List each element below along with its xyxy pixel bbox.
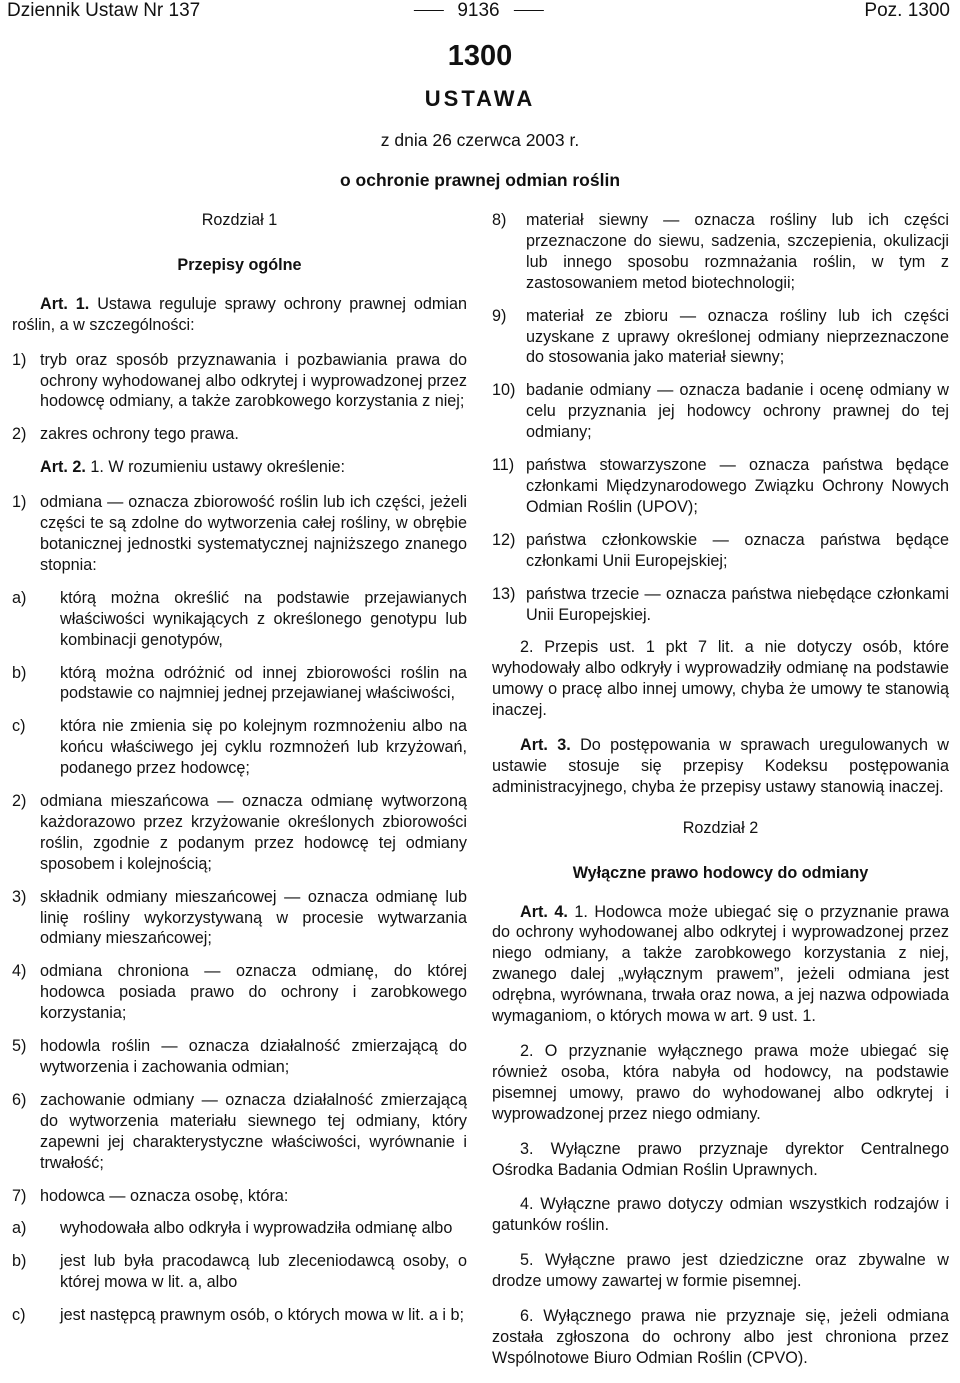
subitem-letter: b) xyxy=(12,663,27,682)
art-3-text: Do postępowania w sprawach uregulowanych w ustawie stosuje się przepisy Kodeksu postępowania administracyjnego, chyba że przepisy ustawy stanowią inaczej. xyxy=(492,736,949,796)
art-1-text: Ustawa reguluje sprawy ochrony prawnej odmian roślin, a w szczególności: xyxy=(12,294,467,334)
art-4-para-1 xyxy=(492,902,949,1027)
page-number-value: 9136 xyxy=(457,0,500,21)
item-number: 7) xyxy=(12,1186,27,1205)
art-2-item xyxy=(12,961,467,1024)
item-text: zachowanie odmiany — oznacza działalność zmierzającą do wytworzenia materiału siewnego tej odmiany, który zapewni jej charakterystyczne właściwości, wyrównanie i trwałość; xyxy=(40,1090,467,1172)
item-number: 4) xyxy=(12,962,27,981)
art-2-item xyxy=(12,791,467,875)
item-number: 1) xyxy=(12,350,27,369)
dash-right xyxy=(514,10,544,11)
art-2-subitem xyxy=(12,588,467,651)
art-2-text: 1. W rozumieniu ustawy określenie: xyxy=(90,458,345,477)
subitem-letter: c) xyxy=(12,717,26,736)
item-text: materiał ze zbioru — oznacza rośliny lub ich części uzyskane z uprawy określonej odmiany nieprzeznaczone do stosowania jako materiał siewny; xyxy=(526,306,949,367)
item-text: państwa trzecie — oznacza państwa niebędące członkami Unii Europejskiej. xyxy=(526,584,949,624)
left-column xyxy=(12,210,467,1338)
subitem-letter: a) xyxy=(12,588,27,607)
item-number: 5) xyxy=(12,1037,27,1056)
art-4-para-5: 5. Wyłączne prawo jest dziedziczne oraz zbywalne w drodze umowy zawartej w formie pisemnej. xyxy=(492,1251,949,1291)
item-number: 11) xyxy=(492,456,515,475)
chapter-2-label: Rozdział 2 xyxy=(682,818,759,837)
item-number: 1) xyxy=(12,493,27,512)
art-2-item xyxy=(492,455,949,518)
art-2-label: Art. 2. xyxy=(40,458,86,477)
art-2-intro xyxy=(12,457,467,478)
item-number: 12) xyxy=(492,530,516,549)
item-number: 13) xyxy=(492,584,516,603)
art-2-subitem xyxy=(12,1218,467,1239)
dash-left xyxy=(413,10,443,11)
item-text: badanie odmiany — oznacza badanie i ocenę odmiany w celu przyznania jej hodowcy ochrony prawnej do tej odmiany; xyxy=(526,381,949,442)
art-2-item xyxy=(492,210,949,294)
act-subject: o ochronie prawnej odmian roślin xyxy=(339,170,621,190)
art-2-item xyxy=(12,1036,467,1078)
item-text: hodowla roślin — oznacza działalność zmierzającą do wytworzenia i zachowania odmian; xyxy=(40,1037,467,1076)
act-type: USTAWA xyxy=(424,86,536,111)
item-text: tryb oraz sposób przyznawania i pozbawiania prawa do ochrony wyhodowanej albo odkrytej i wyprowadzonej przez hodowcę odmiany, a także zarobkowego korzystania z niej; xyxy=(40,350,467,411)
item-text: państwa członkowskie — oznacza państwa będące członkami Unii Europejskiej; xyxy=(526,530,949,570)
item-text: odmiana chroniona — oznacza odmianę, do której hodowca posiada prawo do ochrony i zarobkowego korzystania; xyxy=(40,962,467,1023)
art-3 xyxy=(492,735,949,798)
art-4-para-2: 2. O przyznanie wyłącznego prawa może ubiegać się również osoba, która nabyła od hodowcy, na podstawie pisemnej umowy, prawo do wyhodowanej albo odkrytej i wyprowadzonej przez niego odmiany. xyxy=(492,1042,949,1123)
journal-name: Dziennik Ustaw Nr 137 xyxy=(7,0,201,21)
art-2-item xyxy=(12,1186,467,1207)
art-4-para-1-text: 1. Hodowca może ubiegać się o przyznanie prawa do ochrony wyhodowanej albo odkrytej i wyprowadzonej przez niego odmiany, a także zarobkowego korzystania z niej, zwanego dalej „wyłącznym prawem”, jeżeli odmiana jest odrębna, wyrównana, trwała oraz nowa, a jej nazwa odpowiada wymaganiom, o których mowa w art. 9 ust. 1. xyxy=(492,902,949,1026)
item-text: składnik odmiany mieszańcowej — oznacza odmianę lub linię rośliny wykorzystywaną w procesie wytwarzania odmiany mieszańcowej; xyxy=(40,887,467,948)
subitem-text: którą można odróżnić od innej zbiorowości roślin na podstawie co najmniej jednej przejawianej właściwości, xyxy=(60,663,467,703)
subitem-letter: c) xyxy=(12,1306,26,1325)
art-1-item xyxy=(12,424,467,445)
subitem-text: jest lub była pracodawcą lub zleceniodawcą osoby, o której mowa w lit. a, albo xyxy=(60,1252,467,1292)
item-text: odmiana — oznacza zbiorowość roślin lub ich części, jeżeli części te są zdolne do wytworzenia całej rośliny, w obrębie botanicznej jednostki systematycznej najniższego znanego stopnia: xyxy=(40,493,467,574)
art-2-item xyxy=(12,1090,467,1174)
item-text: zakres ochrony tego prawa. xyxy=(40,425,239,444)
page-number xyxy=(399,0,557,22)
item-number: 10) xyxy=(492,381,516,400)
chapter-1-title: Przepisy ogólne xyxy=(177,255,302,274)
art-2-subitem xyxy=(12,663,467,705)
art-2-item xyxy=(12,492,467,576)
art-2-item xyxy=(492,306,949,369)
running-header xyxy=(7,0,950,26)
art-2-item xyxy=(492,380,949,443)
item-number: 9) xyxy=(492,306,507,325)
art-2-item xyxy=(492,530,949,572)
chapter-2-title: Wyłączne prawo hodowcy do odmiany xyxy=(572,863,869,882)
art-1-label: Art. 1. xyxy=(40,294,90,313)
chapter-1-label: Rozdział 1 xyxy=(201,211,278,229)
art-2-item xyxy=(492,584,949,626)
art-1-item xyxy=(12,350,467,413)
art-2-subitem xyxy=(12,1251,467,1293)
act-date: z dnia 26 czerwca 2003 r. xyxy=(380,130,580,150)
art-2-item xyxy=(12,887,467,950)
item-text: materiał siewny — oznacza rośliny lub ich części przeznaczone do siewu, sadzenia, szczepienia, okulizacji lub innego sposobu rozmnażania roślin, w tym z zastosowaniem metod biotechnologii; xyxy=(526,211,949,292)
right-column xyxy=(492,210,949,1383)
item-text: odmiana mieszańcowa — oznacza odmianę wytworzoną każdorazowo przez krzyżowanie określonych zbiorowości roślin, zgodnie z podanym przez hodowcę tej odmiany sposobem i kolejnością; xyxy=(40,792,467,873)
position-number: Poz. 1300 xyxy=(864,0,950,21)
art-4-para-6: 6. Wyłącznego prawa nie przyznaje się, jeżeli odmiana została zgłoszona do ochrony albo jest chroniona przez Wspólnotowe Biuro Odmian Roślin (CPVO). xyxy=(492,1307,949,1367)
art-1-intro xyxy=(12,294,467,336)
subitem-letter: b) xyxy=(12,1252,27,1271)
item-number: 3) xyxy=(12,887,27,906)
art-2-para-2: 2. Przepis ust. 1 pkt 7 lit. a nie dotyczy osób, które wyhodowały albo odkryły i wyprowadziły odmianę na podstawie umowy o pracę albo innej umowy, chyba że umowy te stanowią inaczej. xyxy=(492,638,949,720)
art-2-subitem xyxy=(12,716,467,779)
item-number: 8) xyxy=(492,211,507,229)
subitem-text: którą można określić na podstawie przejawianych właściwości wynikających z określonego genotypu lub kombinacji genotypów, xyxy=(60,588,467,649)
subitem-text: wyhodowała albo odkryła i wyprowadziła odmianę albo xyxy=(60,1219,453,1238)
item-text: hodowca — oznacza osobę, która: xyxy=(40,1186,289,1205)
art-4-para-4: 4. Wyłączne prawo dotyczy odmian wszystkich rodzajów i gatunków roślin. xyxy=(492,1195,949,1235)
art-3-label: Art. 3. xyxy=(520,736,571,755)
item-text: państwa stowarzyszone — oznacza państwa będące członkami Międzynarodowego Związku Ochrony Nowych Odmian Roślin (UPOV); xyxy=(526,456,949,516)
item-number: 2) xyxy=(12,425,27,444)
subitem-text: która nie zmienia się po kolejnym rozmnożeniu albo na końcu właściwego jej cyklu rozmnożeń lub krzyżowań, podanego przez hodowcę; xyxy=(60,717,467,778)
item-number: 2) xyxy=(12,792,27,811)
art-4-para-3: 3. Wyłączne prawo przyznaje dyrektor Centralnego Ośrodka Badania Odmian Roślin Uprawnych. xyxy=(492,1139,949,1179)
subitem-text: jest następcą prawnym osób, o których mowa w lit. a i b; xyxy=(60,1306,464,1325)
art-2-subitem xyxy=(12,1305,467,1326)
subitem-letter: a) xyxy=(12,1219,27,1238)
item-number: 6) xyxy=(12,1090,27,1109)
act-number: 1300 xyxy=(447,40,513,72)
art-4-label: Art. 4. xyxy=(520,902,568,921)
